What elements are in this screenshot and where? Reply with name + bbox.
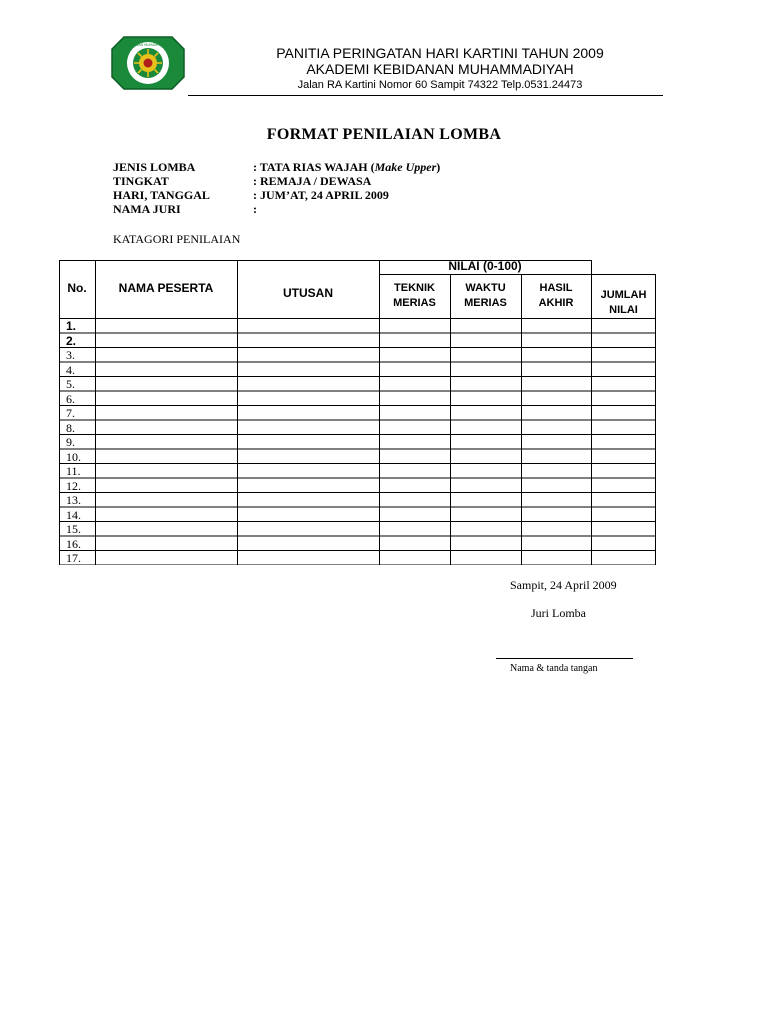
row-number: 9. — [66, 435, 75, 449]
row-number: 12. — [66, 478, 81, 493]
info-label-tingkat: TINGKAT — [113, 174, 169, 188]
header-no: No. — [67, 281, 87, 295]
row-number: 4. — [66, 362, 75, 377]
header-jumlah-nilai: JUMLAH NILAI — [600, 289, 647, 316]
info-value-tingkat: : REMAJA / DEWASA — [253, 174, 372, 188]
row-number: 3. — [66, 348, 75, 362]
info-value-hari-tanggal: : JUM’AT, 24 APRIL 2009 — [253, 188, 389, 202]
row-number: 11. — [66, 464, 81, 478]
letterhead-line-2: AKADEMI KEBIDANAN MUHAMMADIYAH — [306, 61, 574, 77]
row-number: 16. — [66, 536, 81, 551]
info-value-jenis-lomba: : TATA RIAS WAJAH (Make Upper) — [253, 160, 441, 174]
logo-lettering: KEBIDANAN MUHAMMADIYAH — [123, 43, 173, 47]
signature-caption: Nama & tanda tangan — [510, 663, 598, 674]
signature-role: Juri Lomba — [531, 606, 586, 620]
header-nama-peserta: NAMA PESERTA — [118, 281, 214, 295]
document-title: FORMAT PENILAIAN LOMBA — [266, 126, 502, 143]
row-number: 5. — [66, 377, 75, 391]
institution-logo — [110, 35, 186, 91]
header-hasil-akhir: HASIL AKHIR — [538, 282, 574, 309]
row-number: 6. — [66, 391, 75, 406]
row-number: 15. — [66, 522, 81, 536]
letterhead-address: Jalan RA Kartini Nomor 60 Sampit 74322 Telp.0531.24473 — [297, 79, 583, 91]
letterhead-divider — [188, 95, 663, 96]
signature-place-date: Sampit, 24 April 2009 — [510, 578, 617, 592]
header-utusan: UTUSAN — [283, 286, 333, 300]
info-value-nama-juri: : — [253, 202, 257, 216]
row-number: 1. — [66, 319, 77, 333]
row-number: 10. — [66, 449, 81, 464]
header-nilai-group: NILAI (0-100) — [448, 259, 522, 273]
row-number: 8. — [66, 420, 75, 435]
row-number: 13. — [66, 493, 81, 507]
row-number: 7. — [66, 406, 75, 420]
signature-line — [496, 658, 633, 659]
info-label-nama-juri: NAMA JURI — [113, 202, 181, 216]
info-label-jenis-lomba: JENIS LOMBA — [113, 160, 196, 174]
row-number: 2. — [66, 333, 77, 348]
header-waktu-merias: WAKTU MERIAS — [464, 282, 507, 309]
row-number: 14. — [66, 507, 81, 522]
category-label: KATAGORI PENILAIAN — [113, 232, 241, 246]
header-teknik-merias: TEKNIK MERIAS — [393, 282, 436, 309]
row-number: 17. — [66, 551, 81, 565]
letterhead-line-1: PANITIA PERINGATAN HARI KARTINI TAHUN 2009 — [276, 45, 604, 61]
info-label-hari-tanggal: HARI, TANGGAL — [113, 188, 210, 202]
